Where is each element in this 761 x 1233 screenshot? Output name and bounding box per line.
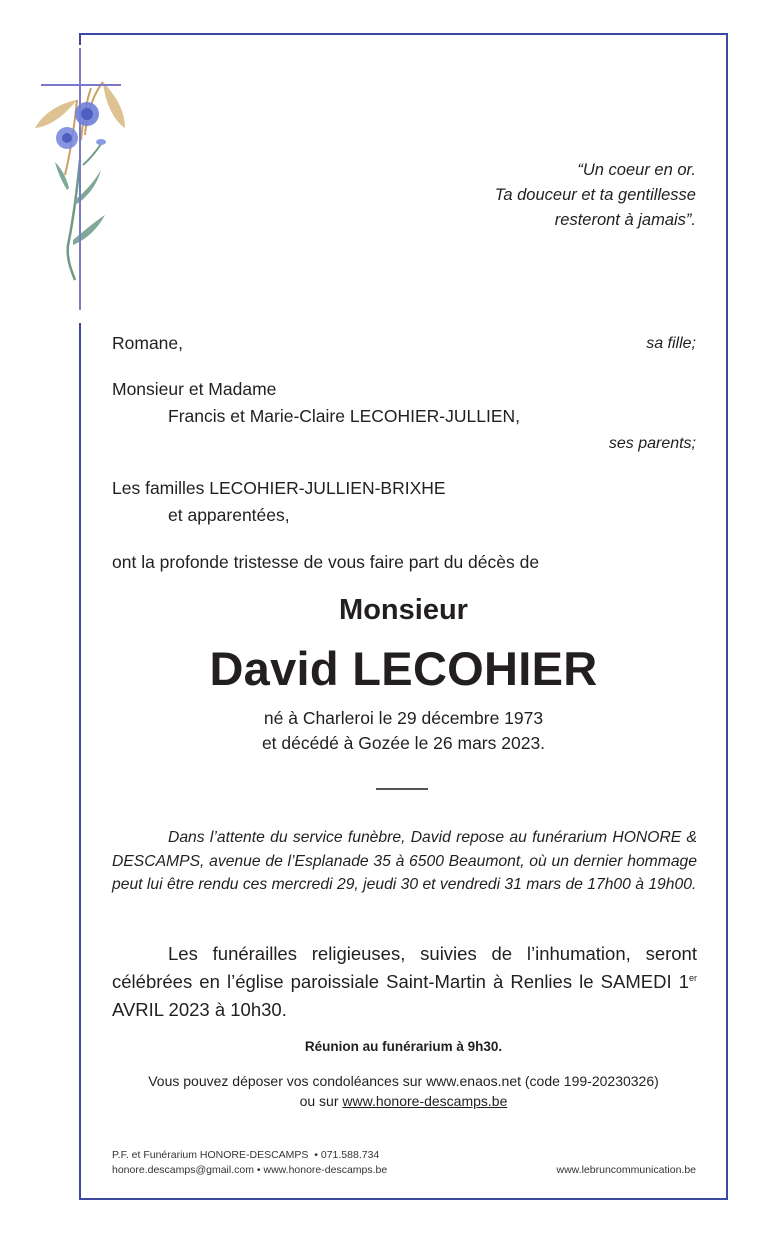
funeral-home-link[interactable]: www.honore-descamps.be [342,1093,508,1109]
funeral-text: Les funérailles religieuses, suivies de l’inhumation, seront célébrées en l’église paroissiale Saint-Martin à Renlies le SAMEDI 1 [112,943,697,992]
meeting-info: Réunion au funérarium à 9h30. [304,1039,503,1054]
deceased-dates [79,706,728,756]
parents-names: Francis et Marie-Claire LECOHIER-JULLIEN, [168,406,521,426]
announcement-text: ont la profonde tristesse de vous faire part du décès de [112,552,540,572]
family-families-line2 [112,503,752,528]
parents-relation: ses parents; [608,435,696,452]
frame-border-bottom [79,1198,728,1200]
ordinal-superscript: er [688,973,697,983]
printer-credit: www.lebruncommunication.be [556,1164,696,1176]
daughter-name: Romane, [112,333,184,353]
frame-border-left-bottom [79,323,81,1200]
funeral-home-web-line: honore.descamps@gmail.com • www.honore-descamps.be [112,1164,388,1176]
condolences-line: Vous pouvez déposer vos condoléances sur www.enaos.net (code 199-20230326) [148,1073,659,1089]
deceased-name: David LECOHIER [209,642,598,695]
separator-line [376,788,428,790]
cross-with-cornflowers-and-wheat-icon [25,40,135,315]
epitaph-quote [495,158,696,233]
condolences-prefix: ou sur [299,1093,343,1109]
quote-line: resteront à jamais”. [554,211,696,229]
funeral-paragraph [112,940,697,1024]
family-daughter [112,331,696,356]
visitation-paragraph: Dans l’attente du service funèbre, David repose au funérarium HONORE & DESCAMPS, avenue de l’Esplanade 35 à 6500 Beaumont, où un dernier hommage peut lui être rendu ces mercredi 29, jeudi 30 et vendredi 31 mars de 17h00 à 19h00. [112,829,697,893]
funeral-date: AVRIL 2023 à 10h30. [112,999,287,1020]
funeral-home-phone-line: P.F. et Funérarium HONORE-DESCAMPS • 071.588.734 [112,1149,380,1161]
condolences-link-line [79,1091,728,1111]
birth-info: né à Charleroi le 29 décembre 1973 [263,708,544,728]
daughter-relation: sa fille; [646,335,696,352]
frame-border-top [79,33,728,35]
deceased-title: Monsieur [339,594,468,626]
families-related: et apparentées, [168,505,290,525]
announcement [112,550,696,575]
death-info: et décédé à Gozée le 26 mars 2023. [261,733,546,753]
family-families-line1 [112,476,696,501]
quote-line: Ta douceur et ta gentillesse [494,186,696,204]
cross-icon [41,48,121,310]
parents-title: Monsieur et Madame [112,379,277,399]
families-names: Les familles LECOHIER-JULLIEN-BRIXHE [112,478,446,498]
condolences-info [79,1071,728,1111]
family-parents-line1 [112,377,696,402]
quote-line: “Un coeur en or. [577,161,696,179]
funeral-home-contact [112,1148,387,1178]
family-parents-line2 [112,404,752,429]
